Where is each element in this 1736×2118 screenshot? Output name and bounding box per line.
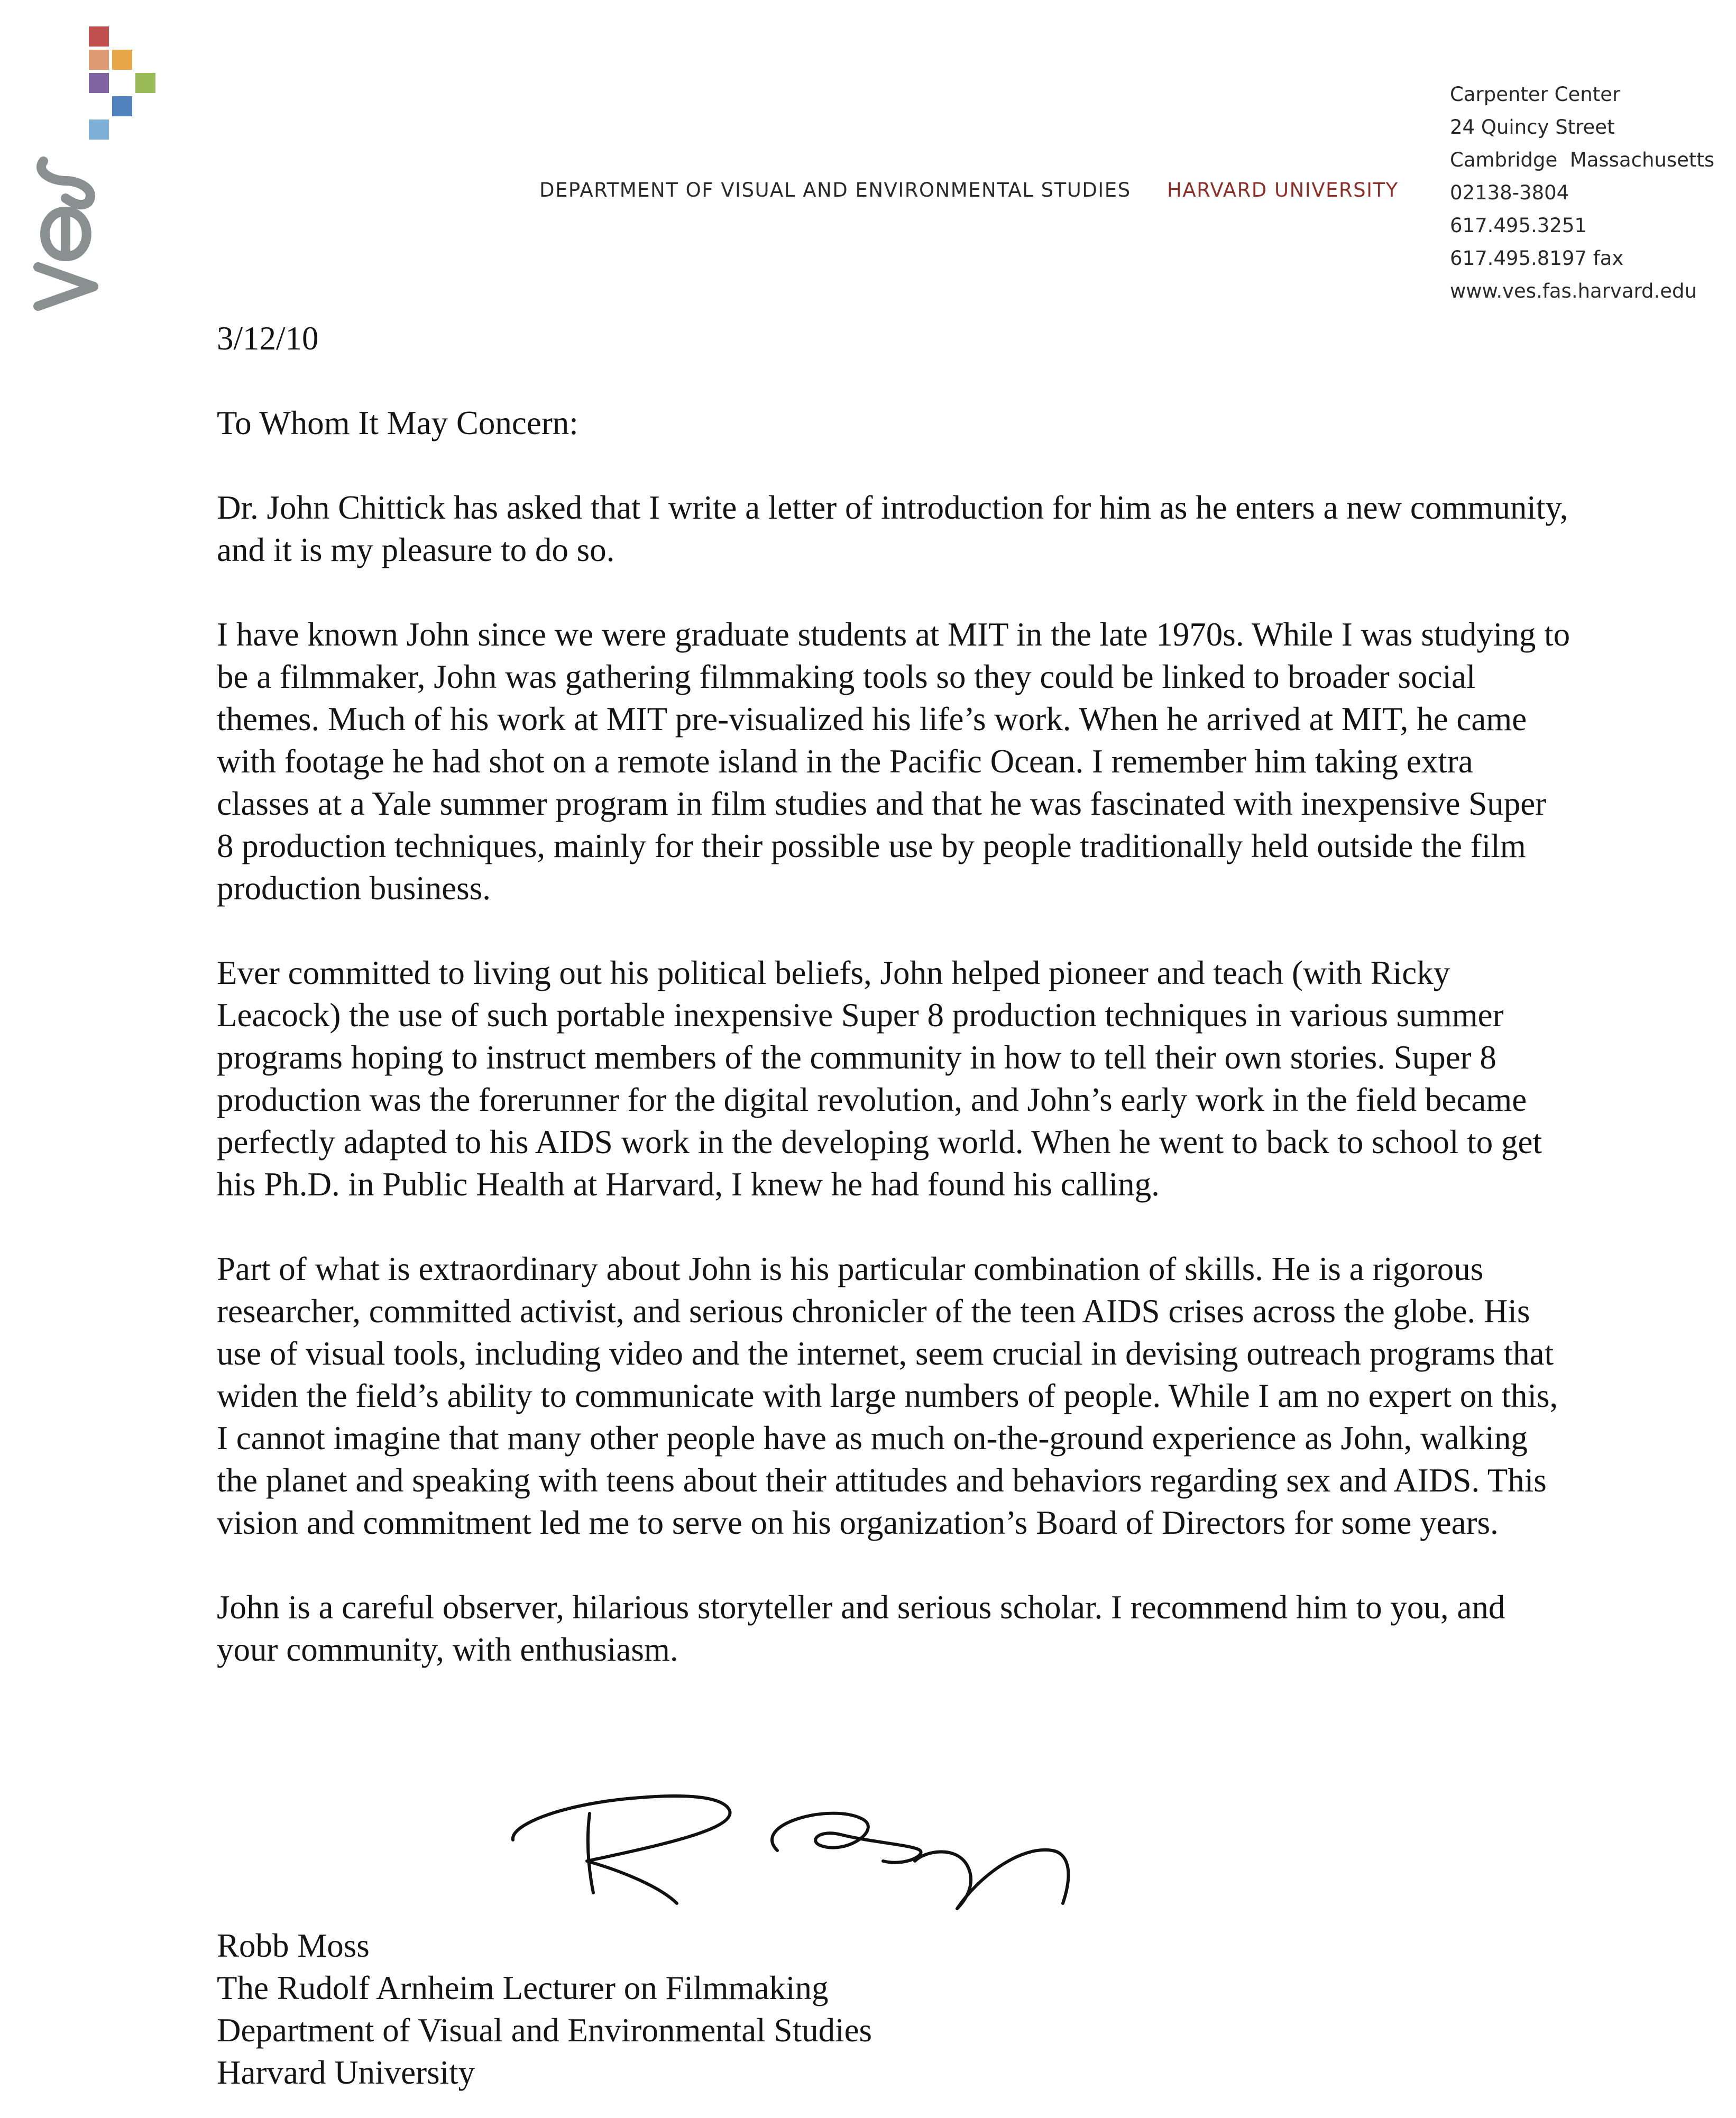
signer-name: Robb Moss [217,1927,370,1964]
signoff-block [217,1924,872,2094]
address-line-website[interactable]: www.ves.fas.harvard.edu [1450,280,1697,302]
address-line-building: Carpenter Center [1450,83,1621,106]
signer-title: The Rudolf Arnheim Lecturer on Filmmaking [217,1969,829,2006]
letter-paragraph-1: Dr. John Chittick has asked that I write a letter of introduction for him as he enters a new community, and it is my pleasure to do so. [217,489,1568,568]
letter-paragraph-5: John is a careful observer, hilarious storyteller and serious scholar. I recommend him to you, and your community, with enthusiasm. [217,1589,1505,1668]
ves-logo-wordmark [27,148,107,312]
address-line-phone: 617.495.3251 [1450,214,1587,237]
department-heading: DEPARTMENT OF VISUAL AND ENVIRONMENTAL STUDIES [539,179,1131,201]
letter-body [217,317,1570,1671]
address-line-zip: 02138-3804 [1450,181,1569,204]
letter-paragraph-2: I have known John since we were graduate students at MIT in the late 1970s. While I was studying to be a filmmaker, John was gathering filmmaking tools so they could be linked to broader social themes. Much of his work at MIT pre-visualized his life’s work. When he arrived at MIT, he came with footage he had shot on a remote island in the Pacific Ocean. I remember him taking extra classes at a Yale summer program in film studies and that he was fascinated with inexpensive Super 8 production techniques, mainly for their possible use by people traditionally held outside the film production business. [217,616,1570,907]
university-heading: HARVARD UNIVERSITY [1167,179,1399,201]
signer-institution: Harvard University [217,2054,475,2091]
address-line-city: Cambridge Massachusetts [1450,149,1715,171]
letter-date: 3/12/10 [217,320,319,357]
letter-paragraph-3: Ever committed to living out his political beliefs, John helped pioneer and teach (with Ricky Leacock) the use of such portable inexpensive Super 8 production techniques in various summer programs hoping to instruct members of the community in how to tell their own stories. Super 8 production was the forerunner for the digital revolution, and John’s early work in the field became perfectly adapted to his AIDS work in the developing world. When he went to back to school to get his Ph.D. in Public Health at Harvard, I knew he had found his calling. [217,954,1542,1203]
address-block [1450,78,1725,308]
ves-logo-squares [53,26,169,148]
address-line-fax: 617.495.8197 fax [1450,247,1624,270]
letter-paragraph-4: Part of what is extraordinary about John is his particular combination of skills. He is a rigorous researcher, committed activist, and serious chronicler of the teen AIDS crises across the globe. His use of visual tools, including video and the internet, seem crucial in devising outreach programs that widen the field’s ability to communicate with large numbers of people. While I am no expert on this, I cannot imagine that many other people have as much on-the-ground experience as John, walking the planet and speaking with teens about their attitudes and behaviors regarding sex and AIDS. This vision and commitment led me to serve on his organization’s Board of Directors for some years. [217,1250,1558,1541]
address-line-street: 24 Quincy Street [1450,116,1615,139]
signer-department: Department of Visual and Environmental Studies [217,2012,872,2049]
letter-salutation: To Whom It May Concern: [217,404,578,441]
